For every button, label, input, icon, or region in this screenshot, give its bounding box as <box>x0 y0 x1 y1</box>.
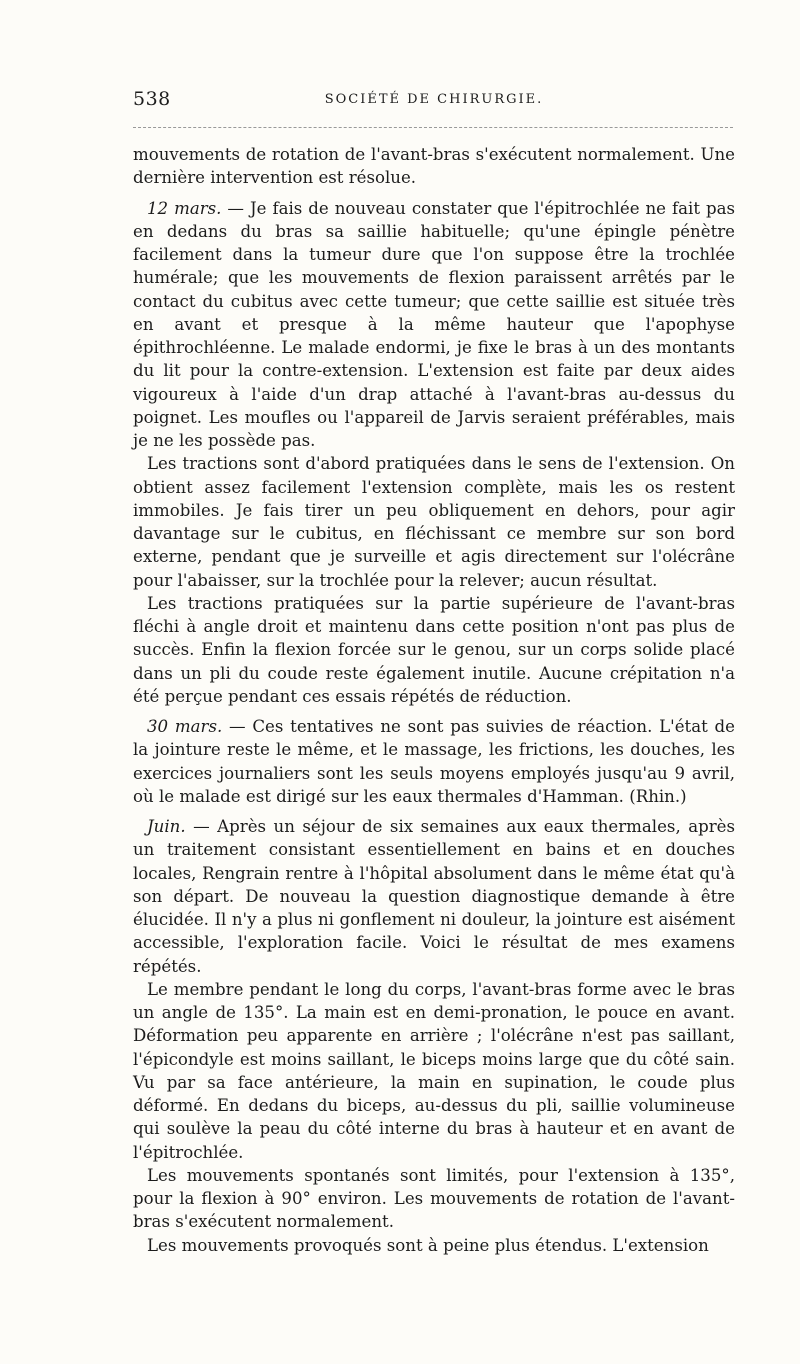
date-lead: Juin. <box>147 817 186 836</box>
paragraph-text: — Je fais de nouveau constater que l'épitrochlée ne fait pas en dedans du bras sa saillie habituelle; qu'une épingle pénètre facilement dans la tumeur dure que l'on suppose être la trochlée humérale; que les mouvements de flexion paraissent arrêtés par le contact du cubitus avec cette tumeur; que cette saillie est située très en avant et presque à la même hauteur que l'apophyse épithrochléenne. Le malade endormi, je fixe le bras à un des montants du lit pour la contre-extension. L'extension est faite par deux aides vigoureux à l'aide d'un drap attaché à l'avant-bras au-dessus du poignet. Les moufles ou l'appareil de Jarvis seraient préférables, mais je ne les possède pas. <box>133 198 735 450</box>
date-lead: 30 mars. <box>147 717 223 736</box>
running-head: SOCIÉTÉ DE CHIRURGIE. <box>324 92 544 107</box>
paragraph-text: Les tractions pratiquées sur la partie supérieure de l'avant-bras fléchi à angle droit et maintenu dans cette position n'ont pas plus de succès. Enfin la flexion forcée sur le genou, sur un corps solide placé dans un pli du coude reste également inutile. Aucune crépitation n'a été perçue pendant ces essais répétés de réduction. <box>133 593 735 706</box>
paragraph <box>133 815 735 978</box>
body-text <box>133 143 735 1257</box>
paragraph <box>133 452 735 592</box>
paragraph-text: Les mouvements provoqués sont à peine plus étendus. L'extension <box>147 1235 709 1255</box>
paragraph-text: Les tractions sont d'abord pratiquées dans le sens de l'extension. On obtient assez facilement l'extension complète, mais les os restent immobiles. Je fais tirer un peu obliquement en dehors, pour agir davantage sur le cubitus, en fléchissant ce membre sur son bord externe, pendant que je surveille et agis directement sur l'olécrâne pour l'abaisser, sur la trochlée pour la relever; aucun résultat. <box>133 454 735 590</box>
paragraph-text: — Ces tentatives ne sont pas suivies de réaction. L'état de la jointure reste le même, et le massage, les frictions, les douches, les exercices journaliers sont les seuls moyens employés jusqu'au 9 avril, où le malade est dirigé sur les eaux thermales d'Hamman. (Rhin.) <box>133 717 735 806</box>
paragraph <box>133 978 735 1164</box>
paragraph <box>133 715 735 808</box>
page-number: 538 <box>133 88 171 110</box>
paragraph-text: — Après un séjour de six semaines aux eaux thermales, après un traitement consistant essentiellement en bains et en douches locales, Rengrain rentre à l'hôpital absolument dans le même état qu'à son départ. De nouveau la question diagnostique demande à être élucidée. Il n'y a plus ni gonflement ni douleur, la jointure est aisément accessible, l'exploration facile. Voici le résultat de mes examens répétés. <box>133 817 735 976</box>
paragraph <box>133 592 735 708</box>
paragraph <box>133 143 735 190</box>
paragraph <box>133 1234 735 1257</box>
header-rule <box>133 127 733 128</box>
paragraph-text: mouvements de rotation de l'avant-bras s'exécutent normalement. Une dernière intervention est résolue. <box>133 145 735 188</box>
paragraph-text: Les mouvements spontanés sont limités, pour l'extension à 135°, pour la flexion à 90° environ. Les mouvements de rotation de l'avant-bras s'exécutent normalement. <box>133 1165 735 1232</box>
paragraph <box>133 1164 735 1234</box>
paragraph-text: Le membre pendant le long du corps, l'avant-bras forme avec le bras un angle de 135°. La main est en demi-pronation, le pouce en avant. Déformation peu apparente en arrière ; l'olécrâne n'est pas saillant, l'épicondyle est moins saillant, le biceps moins large que du côté sain. Vu par sa face antérieure, la main en supination, le coude plus déformé. En dedans du biceps, au-dessus du pli, saillie volumineuse qui soulève la peau du côté interne du bras à hauteur et en avant de l'épitrochlée. <box>133 979 735 1162</box>
page-header <box>133 86 735 116</box>
paragraph <box>133 197 735 453</box>
date-lead: 12 mars. <box>147 198 222 218</box>
